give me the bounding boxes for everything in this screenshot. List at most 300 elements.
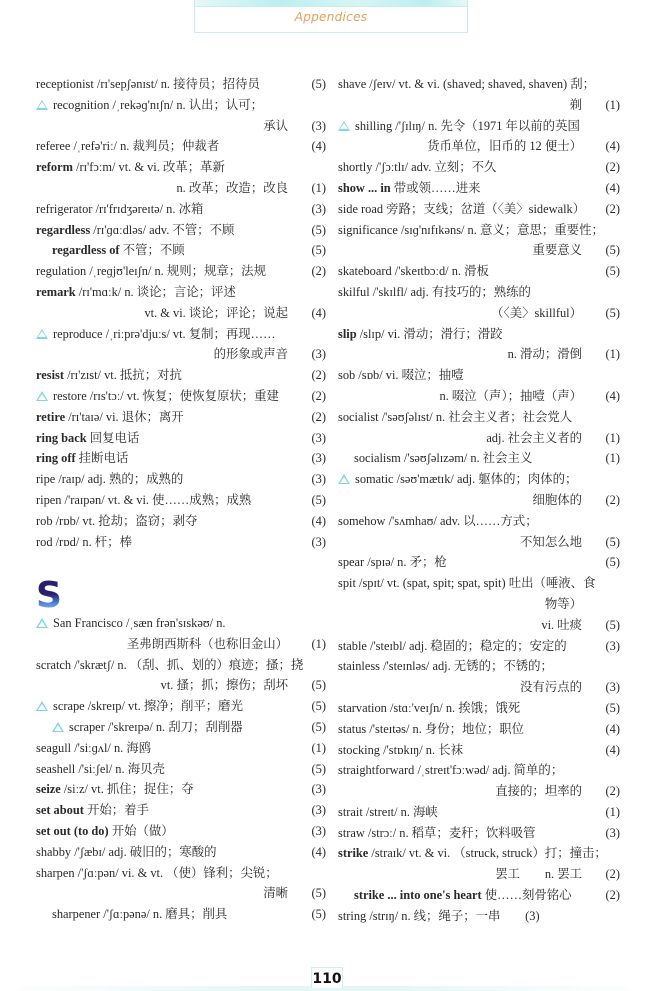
entry-somehow (338, 511, 620, 532)
unit-number: (5) (605, 617, 620, 632)
unit-number: (1) (311, 180, 326, 195)
entry-text (338, 511, 538, 532)
definition: n. 改革；改造；改良 (176, 180, 288, 195)
entry-strait (338, 802, 620, 823)
headword: seize (36, 782, 61, 797)
entry-text (36, 240, 185, 261)
entry-spit-cont2 (338, 615, 620, 636)
entry-skateboard (338, 261, 620, 282)
entry-socialist (338, 407, 620, 428)
unit-number: (2) (605, 888, 620, 903)
entry-text (338, 74, 595, 95)
definition: 清晰 (263, 886, 288, 901)
header-decorative-band (195, 0, 467, 7)
headword: slip (338, 326, 357, 341)
definition: seashell /'siːʃel/ n. 海贝壳 (36, 761, 165, 776)
entry-text (338, 698, 520, 719)
definition: side road 旁路；支线；岔道（〈美〉sidewalk） (338, 201, 586, 216)
entry-text (36, 365, 182, 386)
entry-text (338, 407, 572, 428)
entry-text (338, 178, 481, 199)
entry-text (36, 738, 151, 759)
entry-text (520, 532, 582, 553)
headword: show ... in (338, 180, 391, 195)
entry-straw (338, 823, 620, 844)
definition: shortly /'ʃɔːtlɪ/ adv. 立刻；不久 (338, 160, 497, 175)
entry-text (36, 407, 184, 428)
entry-text (338, 719, 524, 740)
unit-number: (2) (605, 160, 620, 175)
definition: /rɪ'zɪst/ vt. 抵抗；对抗 (64, 368, 182, 383)
entry-shabby (36, 842, 326, 863)
entry-text (338, 636, 567, 657)
definition: rob /rɒb/ vt. 抢劫；盗窃；剥夺 (36, 513, 198, 528)
entry-text (36, 74, 260, 95)
entry-refrigerator (36, 199, 326, 220)
unit-number: (1) (605, 430, 620, 445)
definition: /rɪ'ɡɑːdləs/ adv. 不管；不顾 (90, 222, 235, 237)
definition: refrigerator /rɪ'frɪdʒəreɪtə/ n. 冰箱 (36, 201, 204, 216)
entry-text (36, 490, 251, 511)
entry-show-in (338, 178, 620, 199)
entry-reproduce-cont (36, 344, 326, 365)
entry-set-about (36, 800, 326, 821)
unit-number: (5) (605, 700, 620, 715)
entry-san-francisco-cont (36, 634, 326, 655)
unit-number: (5) (311, 907, 326, 922)
entry-text (36, 532, 132, 553)
definition: 的形象或声音 (213, 347, 288, 362)
unit-number: (3) (311, 118, 326, 133)
entry-text (144, 303, 288, 324)
entry-text (263, 116, 288, 137)
entry-text (520, 677, 582, 698)
entry-ripen (36, 490, 326, 511)
entry-text (338, 823, 536, 844)
entry-text (338, 573, 595, 594)
definition: shabby /'ʃæbɪ/ adj. 破旧的；寒酸的 (36, 844, 217, 859)
definition: San Francisco /ˌsæn frən'sɪskəʊ/ n. (53, 616, 226, 630)
unit-number: (2) (311, 388, 326, 403)
definition: rod /rɒd/ n. 杆；棒 (36, 534, 132, 549)
entry-scratch (36, 655, 326, 676)
entry-text (338, 220, 604, 241)
definition: 罢工 n. 罢工 (495, 867, 582, 882)
unit-number: (5) (311, 222, 326, 237)
entry-spear (338, 552, 620, 573)
entry-shilling-cont (338, 136, 620, 157)
entry-starvation (338, 698, 620, 719)
entry-socialist-cont (338, 428, 620, 449)
headword: strike ... into one's heart (354, 888, 482, 903)
entry-text (338, 199, 585, 220)
definition: 剃 (569, 97, 582, 112)
definition: vt. 搔；抓；擦伤；刮坏 (160, 678, 288, 693)
definition: ripen /'raɪpən/ vt. & vi. 使……成熟；成熟 (36, 492, 252, 507)
unit-number: (3) (605, 825, 620, 840)
headword: remark (36, 284, 76, 299)
definition: stable /'steɪbl/ adj. 稳固的；稳定的；安定的 (338, 638, 567, 653)
definition: /rɪ'taɪə/ vi. 退休；离开 (65, 409, 184, 424)
definition: straw /strɔː/ n. 稻草；麦秆；饮料吸管 (338, 825, 536, 840)
entry-text (36, 448, 128, 469)
entry-strike-cont (338, 864, 620, 885)
definition: sharpener /'ʃɑːpənə/ n. 磨具；削具 (52, 907, 228, 922)
triangle-marker-icon (36, 100, 48, 110)
entry-remark-cont (36, 303, 326, 324)
entry-skilful-cont (338, 303, 620, 324)
entry-scraper (36, 717, 326, 738)
entry-significance (338, 220, 620, 241)
page-header (194, 0, 468, 33)
entry-recognition-cont (36, 116, 326, 137)
entry-text (36, 842, 217, 863)
definition: n. 啜泣（声）；抽噎（声） (439, 388, 582, 403)
definition: scraper /'skreɪpə/ n. 刮刀；刮削器 (69, 719, 243, 734)
unit-number: (2) (605, 784, 620, 799)
entry-text (36, 821, 174, 842)
definition: 回复电话 (86, 430, 140, 445)
entry-text (532, 490, 582, 511)
unit-number: (5) (311, 719, 326, 734)
entry-retire (36, 407, 326, 428)
unit-number: (4) (605, 180, 620, 195)
entry-stainless-cont (338, 677, 620, 698)
unit-number: (3) (311, 534, 326, 549)
entry-shortly (338, 157, 620, 178)
unit-number: (3) (311, 803, 326, 818)
entry-text (36, 220, 234, 241)
entry-somehow-cont (338, 532, 620, 553)
definition: （〈美〉skillful） (491, 305, 582, 320)
definition: /siːz/ vt. 抓住；捉住；夺 (60, 782, 194, 797)
definition: shilling /'ʃɪlɪŋ/ n. 先令（1971 年以前的英国 (355, 118, 580, 133)
unit-number: (2) (605, 867, 620, 882)
definition: 细胞体的 (532, 492, 582, 507)
triangle-marker-icon (338, 121, 350, 131)
unit-number: (3) (311, 472, 326, 487)
definition: 重要意义 (532, 243, 582, 258)
entry-regulation (36, 261, 326, 282)
entry-referee (36, 136, 326, 157)
entry-scrape (36, 696, 326, 717)
entry-text (36, 428, 139, 449)
entry-remark (36, 282, 326, 303)
definition: socialism /'səʊʃəlɪzəm/ n. 社会主义 (354, 451, 533, 466)
entry-text (36, 261, 266, 282)
unit-number: (5) (311, 678, 326, 693)
headword: retire (36, 409, 66, 424)
entry-text (161, 675, 288, 696)
entry-text (570, 95, 582, 116)
definition: strait /streɪt/ n. 海峡 (338, 804, 438, 819)
definition: spear /spɪə/ n. 矛；枪 (338, 555, 447, 570)
headword: reform (36, 160, 73, 175)
definition: 没有污点的 (520, 680, 582, 695)
entry-status (338, 719, 620, 740)
entry-shilling (338, 116, 620, 137)
triangle-marker-icon (52, 722, 64, 732)
entry-side-road (338, 199, 620, 220)
definition: scratch /'skrætʃ/ n. （刮、抓、划的）痕迹；搔；挠 (36, 657, 304, 672)
definition: referee /ˌrefə'riː/ n. 裁判员；仲裁者 (36, 139, 220, 154)
entry-slip (338, 324, 620, 345)
entry-text (36, 157, 225, 178)
unit-number: (5) (605, 534, 620, 549)
unit-number: (4) (311, 844, 326, 859)
headword: ring off (36, 451, 76, 466)
unit-number: (5) (605, 264, 620, 279)
entry-text (36, 95, 263, 116)
definition: 开始（做） (108, 823, 174, 838)
entry-skilful (338, 282, 620, 303)
right-column (338, 74, 620, 927)
unit-number: (2) (311, 264, 326, 279)
definition: status /'steɪtəs/ n. 身份；地位；职位 (338, 721, 525, 736)
entry-somatic (338, 469, 620, 490)
entry-text (36, 717, 243, 738)
headword: regardless (36, 222, 91, 237)
entry-text (486, 428, 582, 449)
definition: straightforward /ˌstreɪt'fɔːwəd/ adj. 简单的； (338, 763, 564, 778)
page-number: 110 (311, 967, 343, 988)
entry-text (338, 760, 563, 781)
headword: ring back (36, 430, 87, 445)
unit-number: (1) (605, 347, 620, 362)
definition: receptionist /rɪ'sepʃənɪst/ n. 接待员；招待员 (36, 77, 260, 91)
definition: vt. & vi. 谈论；评论；说起 (144, 305, 288, 320)
entry-receptionist (36, 74, 326, 95)
entry-text (338, 469, 577, 490)
entry-text (36, 282, 236, 303)
definition: shave /ʃeɪv/ vt. & vi. (shaved; shaved, shaven) 刮； (338, 77, 596, 91)
entry-reproduce (36, 324, 326, 345)
unit-number: (3) (605, 680, 620, 695)
entry-text (541, 615, 582, 636)
definition: /slɪp/ vi. 滑动；滑行；滑跤 (356, 326, 503, 341)
entry-ring-back (36, 428, 326, 449)
entry-straightforward (338, 760, 620, 781)
header-title: Appendices (294, 10, 368, 24)
headword: set out (to do) (36, 823, 109, 838)
entry-sharpen (36, 863, 326, 884)
definition: 承认 (263, 118, 288, 133)
definition: reproduce /ˌriːprə'djuːs/ vt. 复制；再现…… (53, 326, 276, 341)
entry-text (545, 594, 582, 615)
definition: 挂断电话 (75, 451, 129, 466)
unit-number: (3) (605, 638, 620, 653)
entry-text (338, 740, 463, 761)
unit-number: (2) (311, 368, 326, 383)
entry-sob-cont (338, 386, 620, 407)
headword: set about (36, 803, 84, 818)
entry-text (491, 303, 582, 324)
entry-text (36, 136, 219, 157)
entry-stainless (338, 656, 620, 677)
entry-text (36, 199, 203, 220)
unit-number: (4) (605, 721, 620, 736)
definition: 圣弗朗西斯科（也称旧金山） (126, 636, 288, 651)
entry-text (36, 511, 197, 532)
definition: 使……刻骨铭心 (481, 888, 572, 903)
definition: adj. 社会主义者的 (486, 430, 582, 445)
unit-number: (3) (311, 201, 326, 216)
entry-shave-cont (338, 95, 620, 116)
definition: sob /sɒb/ vi. 啜泣；抽噎 (338, 368, 464, 383)
entry-text (338, 365, 464, 386)
headword: resist (36, 368, 64, 383)
entry-text (338, 116, 580, 137)
definition: recognition /ˌrekəɡ'nɪʃn/ n. 认出；认可； (53, 97, 264, 112)
definition: starvation /stɑː'veɪʃn/ n. 挨饿；饿死 (338, 700, 521, 715)
unit-number: (5) (311, 761, 326, 776)
entry-text (36, 696, 243, 717)
entry-resist (36, 365, 326, 386)
definition: 不管；不顾 (119, 243, 185, 258)
definition: socialist /'səʊʃəlɪst/ n. 社会主义者；社会党人 (338, 409, 573, 424)
entry-text (338, 282, 531, 303)
entry-text (495, 781, 582, 802)
headword: regardless of (52, 243, 120, 258)
entry-sharpener (36, 904, 326, 925)
definition: skateboard /'skeɪtbɔːd/ n. 滑板 (338, 264, 489, 279)
entry-text (495, 864, 582, 885)
entry-text (263, 883, 288, 904)
unit-number: (5) (311, 492, 326, 507)
entry-ring-off (36, 448, 326, 469)
unit-number: (4) (311, 139, 326, 154)
entry-seize (36, 779, 326, 800)
entry-seashell (36, 759, 326, 780)
entry-text (36, 324, 275, 345)
entry-text (532, 240, 582, 261)
entry-text (338, 843, 607, 864)
definition: 开始；着手 (83, 803, 149, 818)
definition: /rɪ'mɑːk/ n. 谈论；言论；评述 (75, 284, 236, 299)
definition: /rɪ'fɔːm/ vt. & vi. 改革；革新 (72, 160, 225, 175)
definition: vi. 吐痰 (541, 617, 582, 632)
entry-text (36, 800, 149, 821)
definition: 物等） (544, 596, 582, 611)
entry-reform (36, 157, 326, 178)
unit-number: (5) (605, 305, 620, 320)
definition: stainless /'steɪnləs/ adj. 无锈的；不锈的； (338, 659, 553, 674)
entry-sob (338, 365, 620, 386)
definition: 直接的；坦率的 (495, 784, 582, 799)
definition: somatic /səʊ'mætɪk/ adj. 躯体的；肉体的； (355, 472, 578, 487)
unit-number: (1) (605, 97, 620, 112)
entry-sharpen-cont (36, 883, 326, 904)
definition: sharpen /'ʃɑːpən/ vi. & vt. （使）锋利；尖锐； (36, 865, 278, 880)
definition: significance /sɪɡ'nɪfɪkəns/ n. 意义；意思；重要性； (338, 222, 604, 237)
entry-spit-cont (338, 594, 620, 615)
entry-text (36, 655, 303, 676)
entry-san-francisco (36, 613, 326, 634)
definition: restore /rɪs'tɔː/ vt. 恢复；使恢复原状；重建 (53, 388, 279, 403)
triangle-marker-icon (36, 391, 48, 401)
unit-number: (5) (311, 886, 326, 901)
entry-text (338, 552, 447, 573)
definition: n. 滑动；滑倒 (507, 347, 582, 362)
unit-number: (3) (311, 430, 326, 445)
entry-rod (36, 532, 326, 553)
entry-restore (36, 386, 326, 407)
entry-text (338, 324, 503, 345)
unit-number: (4) (605, 388, 620, 403)
entry-text (338, 448, 532, 469)
unit-number: (3) (311, 823, 326, 838)
entry-straightforward-cont (338, 781, 620, 802)
entry-reform-cont (36, 178, 326, 199)
entry-text (338, 656, 553, 677)
left-column (36, 74, 326, 552)
unit-number: (5) (311, 699, 326, 714)
entry-text (338, 157, 496, 178)
entry-strike (338, 843, 620, 864)
entry-text (36, 386, 279, 407)
entry-text (508, 344, 582, 365)
triangle-marker-icon (338, 474, 350, 484)
entry-shave (338, 74, 620, 95)
entry-strike-heart (338, 885, 620, 906)
entry-text (440, 386, 583, 407)
unit-number: (5) (605, 555, 620, 570)
entry-significance-cont (338, 240, 620, 261)
left-column-s-section (36, 613, 326, 925)
entry-somatic-cont (338, 490, 620, 511)
entry-ripe (36, 469, 326, 490)
entry-text (36, 469, 183, 490)
definition: stocking /'stɒkɪŋ/ n. 长袜 (338, 742, 463, 757)
unit-number: (3) (311, 451, 326, 466)
unit-number: (5) (605, 243, 620, 258)
unit-number: (1) (311, 740, 326, 755)
entry-string (338, 906, 620, 927)
entry-seagull (36, 738, 326, 759)
unit-number: (2) (311, 409, 326, 424)
definition: somehow /'sʌmhaʊ/ adv. 以……方式； (338, 513, 538, 528)
unit-number: (3) (311, 782, 326, 797)
entry-set-out (36, 821, 326, 842)
definition: scrape /skreɪp/ vt. 擦净；削平；磨光 (53, 699, 243, 714)
unit-number: (4) (311, 513, 326, 528)
definition: 不知怎么地 (520, 534, 582, 549)
entry-stocking (338, 740, 620, 761)
definition: spit /spɪt/ vt. (spat, spit; spat, spit) 吐出（唾液、食 (338, 576, 596, 591)
unit-number: (2) (605, 201, 620, 216)
entry-text (338, 261, 489, 282)
entry-text (214, 344, 288, 365)
unit-number: (4) (605, 139, 620, 154)
entry-stable (338, 636, 620, 657)
unit-number: (4) (311, 305, 326, 320)
entry-rob (36, 511, 326, 532)
entry-text (338, 885, 572, 906)
entry-scratch-cont (36, 675, 326, 696)
entry-socialism (338, 448, 620, 469)
definition: skilful /'skɪlfl/ adj. 有技巧的；熟练的 (338, 284, 531, 299)
unit-number: (5) (311, 243, 326, 258)
unit-number: (1) (605, 804, 620, 819)
entry-recognition (36, 95, 326, 116)
definition: seagull /'siːɡʌl/ n. 海鸥 (36, 740, 152, 755)
entry-text (176, 178, 288, 199)
triangle-marker-icon (36, 701, 48, 711)
unit-number: (1) (311, 636, 326, 651)
section-letter-s: S (36, 575, 62, 616)
triangle-marker-icon (36, 329, 48, 339)
definition: string /strɪŋ/ n. 线；绳子；一串 (3) (338, 908, 540, 923)
